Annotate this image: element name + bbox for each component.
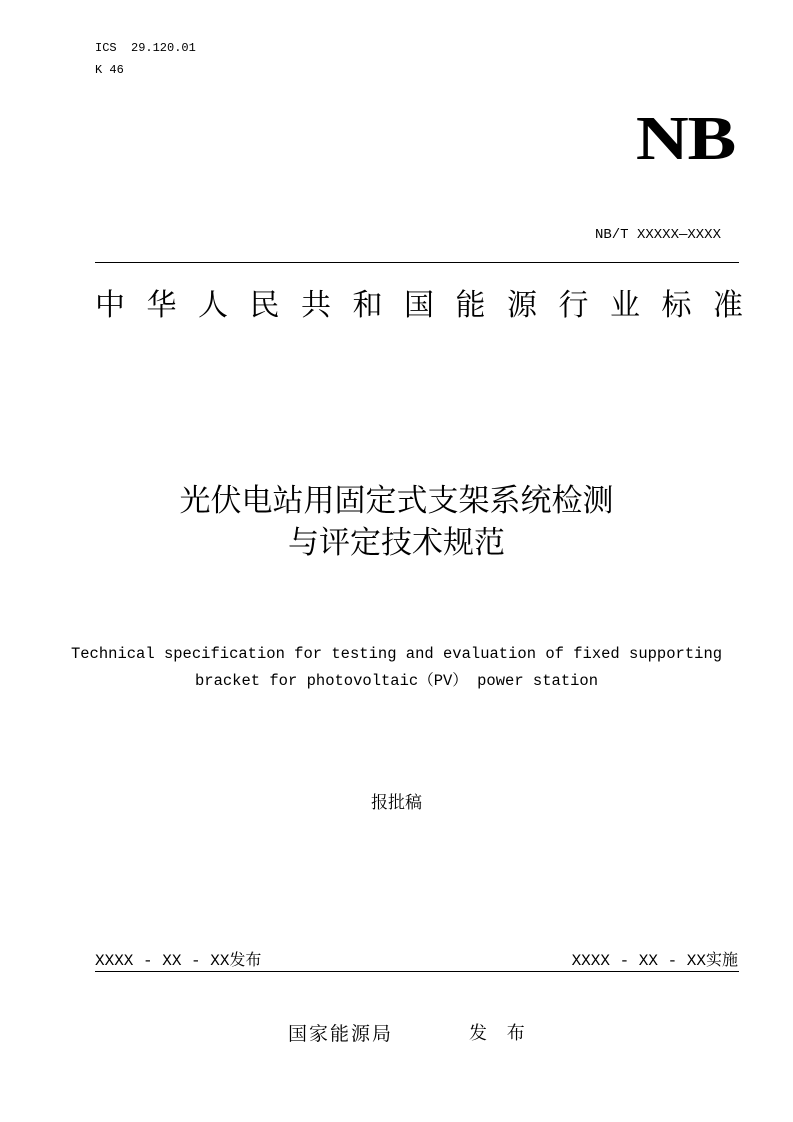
draft-status: 报批稿 bbox=[371, 793, 422, 813]
document-title-line-2: 与评定技术规范 bbox=[288, 525, 505, 561]
agency-title-char: 准 bbox=[713, 288, 743, 323]
agency-title bbox=[95, 286, 743, 326]
agency-title-char: 源 bbox=[507, 288, 537, 323]
agency-title-char: 民 bbox=[249, 288, 280, 323]
agency-title-char: 标 bbox=[661, 288, 692, 323]
publish-label: 发 布 bbox=[469, 1023, 532, 1044]
agency-title-char: 能 bbox=[455, 288, 486, 323]
top-divider bbox=[95, 262, 739, 263]
document-title bbox=[0, 480, 793, 564]
english-title-line-1: Technical specification for testing and evaluation of fixed supporting bbox=[70, 645, 723, 663]
implementation-date: XXXX - XX - XX实施 bbox=[571, 952, 738, 970]
agency-title-char: 和 bbox=[352, 288, 383, 323]
agency-title-char: 业 bbox=[610, 288, 640, 323]
agency-title-char: 共 bbox=[301, 288, 331, 323]
issue-date: XXXX - XX - XX发布 bbox=[95, 952, 262, 970]
standard-number: NB/T XXXXX—XXXX bbox=[594, 227, 721, 243]
agency-title-char: 华 bbox=[146, 288, 177, 323]
agency-title-char: 行 bbox=[558, 288, 589, 323]
document-title-line-1: 光伏电站用固定式支架系统检测 bbox=[179, 483, 614, 519]
publisher-name: 国家能源局 bbox=[288, 1023, 394, 1045]
classification-code: K 46 bbox=[95, 63, 124, 77]
agency-title-char: 国 bbox=[404, 288, 434, 323]
english-title bbox=[0, 641, 793, 695]
ics-code: ICS 29.120.01 bbox=[95, 41, 196, 55]
agency-title-char: 人 bbox=[198, 288, 228, 323]
nb-logo: NB bbox=[635, 105, 735, 173]
agency-title-char: 中 bbox=[95, 288, 125, 323]
english-title-line-2: bracket for photovoltaic（PV） power station bbox=[194, 672, 599, 690]
bottom-divider bbox=[95, 971, 739, 972]
